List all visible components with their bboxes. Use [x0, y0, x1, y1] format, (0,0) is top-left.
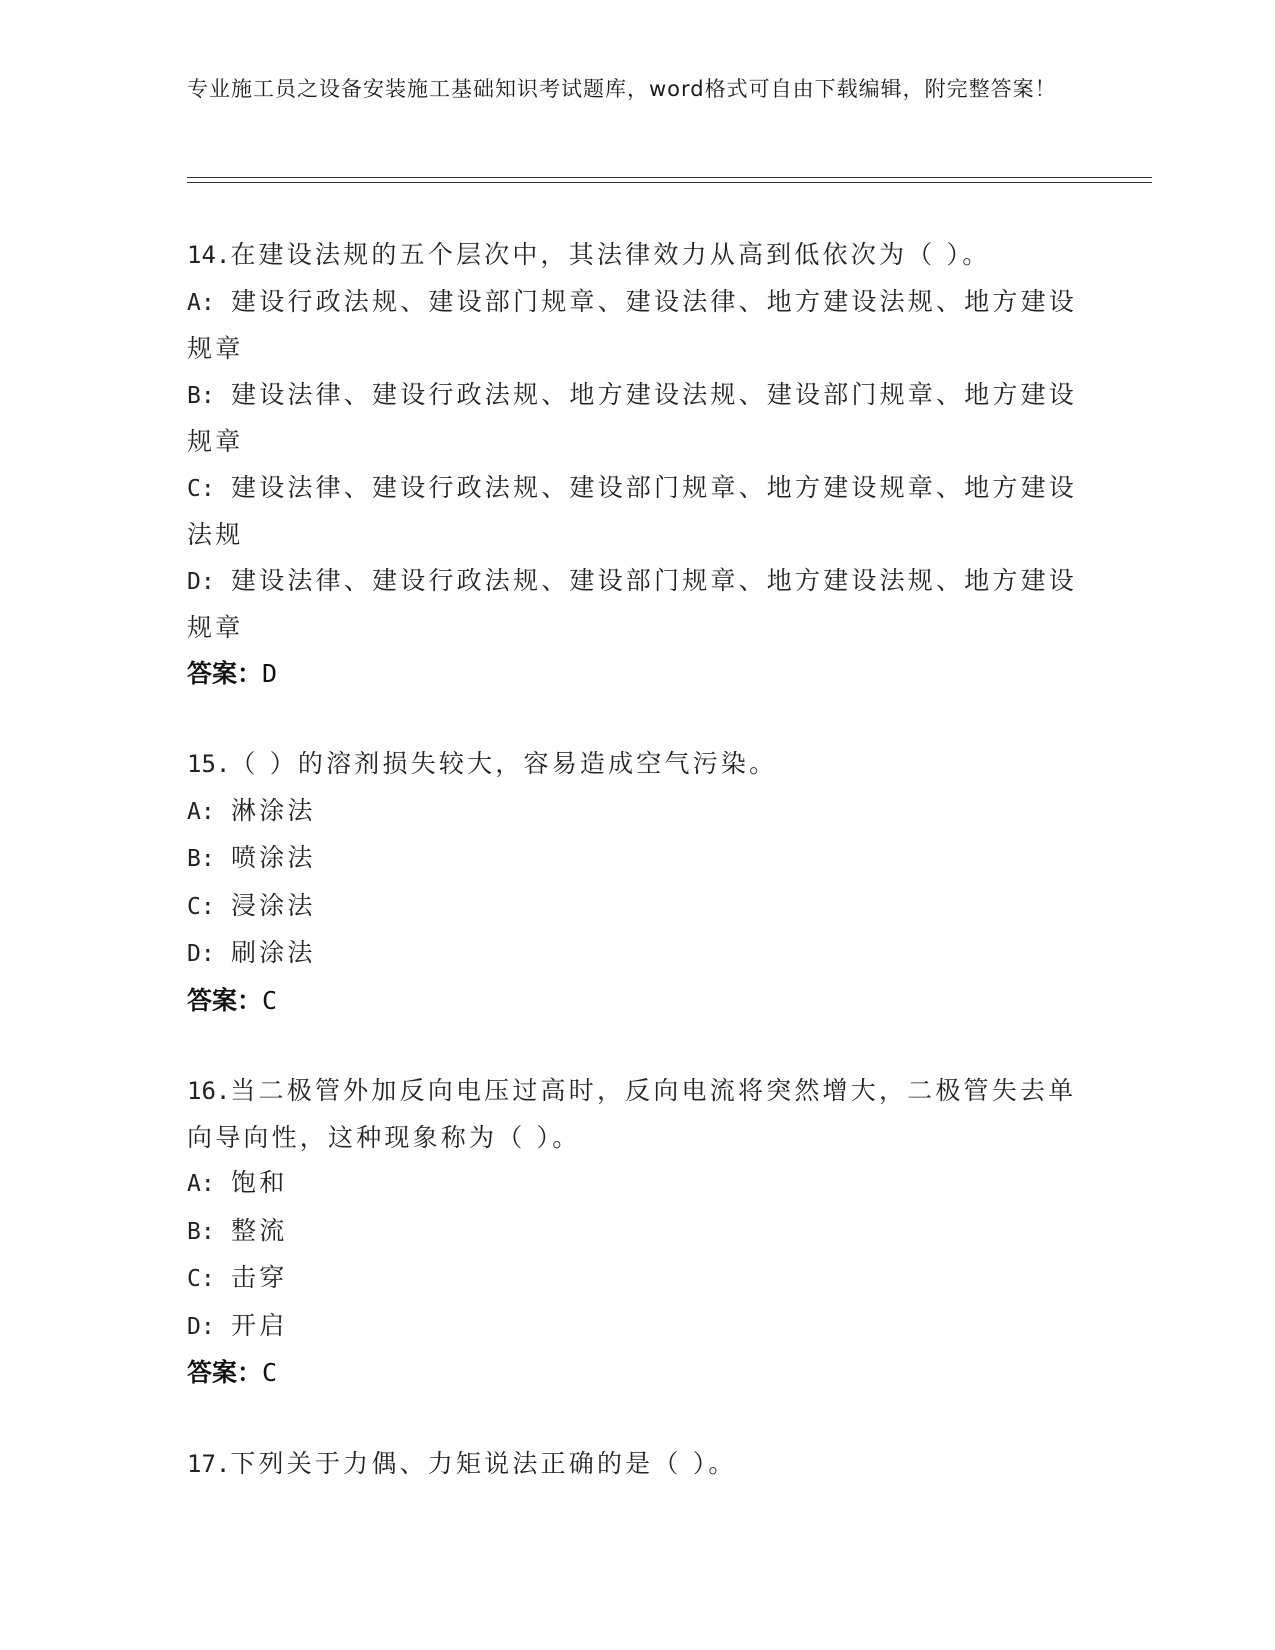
question-stem [187, 1068, 1087, 1160]
header-rule-top [187, 177, 1152, 178]
question-list [187, 232, 1087, 1532]
option-c [187, 1255, 1087, 1303]
option-text: 建设法律、建设行政法规、建设部门规章、地方建设法规、地方建设规章 [187, 565, 1078, 642]
option-c [187, 465, 1087, 558]
question-17 [187, 1441, 1087, 1488]
question-text: 当二极管外加反向电压过高时，反向电流将突然增大，二极管失去单向导向性，这种现象称为（ ）。 [187, 1076, 1077, 1152]
option-key: D: [187, 568, 215, 595]
option-key: D: [187, 941, 215, 967]
option-text: 饱和 [231, 1168, 288, 1197]
option-text: 整流 [231, 1215, 288, 1245]
question-14 [187, 232, 1087, 696]
option-d [187, 1303, 1087, 1351]
option-text: 浸涂法 [231, 890, 316, 920]
question-number: 16. [187, 1077, 231, 1105]
question-number: 15. [187, 750, 231, 778]
option-text: 建设行政法规、建设部门规章、建设法律、地方建设法规、地方建设规章 [187, 286, 1078, 363]
answer-line [187, 1350, 1087, 1396]
answer-label: 答案： [187, 1358, 263, 1387]
option-text: 喷涂法 [231, 843, 316, 872]
question-number: 17. [187, 1449, 231, 1478]
question-text: 下列关于力偶、力矩说法正确的是（ ）。 [230, 1448, 737, 1478]
option-key: D: [187, 1313, 215, 1340]
answer-label: 答案： [187, 985, 263, 1015]
option-d [187, 930, 1087, 978]
question-text: 在建设法规的五个层次中，其法律效力从高到低依次为（ ）。 [230, 240, 991, 269]
option-key: B: [187, 846, 215, 872]
document-header: 专业施工员之设备安装施工基础知识考试题库，word格式可自由下载编辑，附完整答案！ [187, 77, 1057, 101]
option-text: 淋涂法 [231, 795, 316, 825]
option-text: 建设法律、建设行政法规、地方建设法规、建设部门规章、地方建设规章 [187, 379, 1078, 456]
option-b [187, 835, 1087, 883]
option-key: A: [187, 1171, 215, 1197]
option-a [187, 788, 1087, 836]
option-a [187, 1160, 1087, 1208]
option-a [187, 279, 1087, 372]
option-key: B: [187, 382, 215, 409]
header-rule-bottom [187, 182, 1152, 183]
answer-value: C [262, 985, 278, 1015]
option-b [187, 1208, 1087, 1256]
question-number: 14. [187, 241, 231, 269]
question-text: （ ）的溶剂损失较大，容易造成空气污染。 [230, 749, 778, 778]
question-15 [187, 741, 1087, 1023]
answer-value: D [262, 658, 278, 688]
option-key: A: [187, 798, 215, 825]
answer-line [187, 978, 1087, 1024]
option-text: 建设法律、建设行政法规、建设部门规章、地方建设规章、地方建设法规 [187, 472, 1078, 549]
option-text: 开启 [231, 1310, 288, 1340]
question-stem [187, 741, 1087, 788]
option-text: 刷涂法 [231, 938, 316, 967]
answer-line [187, 651, 1087, 697]
option-key: C: [187, 475, 215, 502]
option-text: 击穿 [231, 1263, 288, 1292]
question-16 [187, 1068, 1087, 1396]
option-key: C: [187, 1266, 215, 1292]
option-b [187, 372, 1087, 465]
option-key: C: [187, 893, 215, 920]
question-stem [187, 1441, 1087, 1488]
answer-label: 答案： [187, 658, 263, 688]
answer-value: C [262, 1358, 278, 1387]
question-stem [187, 232, 1087, 279]
option-key: B: [187, 1218, 215, 1245]
option-d [187, 558, 1087, 651]
option-c [187, 883, 1087, 931]
option-key: A: [187, 289, 215, 316]
